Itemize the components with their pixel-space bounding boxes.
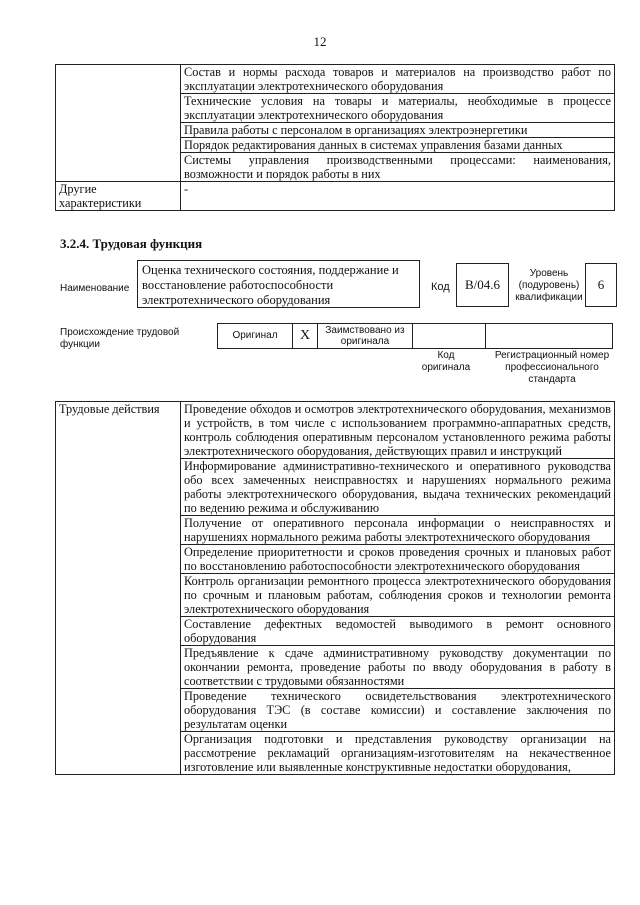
labour-actions-table (55, 401, 615, 775)
labour-action: Контроль организации ремонтного процесса электротехнического оборудования по срочным и плановым работам, соблюдения сроков и технологии ремонта электротехнического оборудования (181, 574, 615, 617)
labour-action: Проведение обходов и осмотров электротехнического оборудования, механизмов и устройств, в том числе с использованием программно-аппаратных средств, контроль соблюдения оперативным персоналом установленного режима работы электротехнического оборудования, действующих правил и инструкций (181, 402, 615, 459)
labour-action: Получение от оперативного персонала информации о неисправностях и нарушениях нормального режима работы электротехнического оборудования (181, 516, 615, 545)
table-cell: Правила работы с персоналом в организациях электроэнергетики (181, 123, 615, 138)
labour-action: Организация подготовки и представления руководству организации на рассмотрение рекламаций организациям-изготовителям на некачественное изготовление или выявленные конструктивные недостатки оборудования, (181, 732, 615, 775)
code-original-caption: Код оригинала (421, 350, 471, 373)
level-value-box: 6 (585, 263, 617, 307)
other-characteristics-label: Другие характеристики (56, 182, 181, 211)
level-label: Уровень (подуровень) квалификации (515, 268, 583, 303)
function-name-box: Оценка технического состояния, поддержание и восстановление работоспособности электротехнического оборудования (137, 260, 420, 308)
table-cell: Системы управления производственными процессами: наименования, возможности и порядок работы в них (181, 153, 615, 182)
labour-action: Проведение технического освидетельствования электротехнического оборудования ТЭС (в составе комиссии) и составление заключения по результатам оценки (181, 689, 615, 732)
table-cell: Порядок редактирования данных в системах управления базами данных (181, 138, 615, 153)
table-cell: Технические условия на товары и материалы, необходимые в процессе эксплуатации электротехнического оборудования (181, 94, 615, 123)
empty-label-cell (56, 65, 181, 182)
origin-mark-cell: X (293, 324, 318, 349)
origin-original-cell: Оригинал (218, 324, 293, 349)
origin-code-cell (413, 324, 486, 349)
code-label: Код (431, 281, 450, 293)
registration-number-caption: Регистрационный номер профессионального стандарта (494, 350, 610, 385)
table-cell: Состав и нормы расхода товаров и материалов на производство работ по эксплуатации электротехнического оборудования (181, 65, 615, 94)
table-row (56, 182, 615, 211)
table-row (218, 324, 613, 349)
labour-action: Информирование административно-технического и оперативного руководства обо всех замеченных неисправностях и нарушениях нормального режима работы электротехнического оборудования, выдача технических рекомендаций по ведению режима и обслуживанию (181, 459, 615, 516)
labour-action: Предъявление к сдаче административному руководству документации по окончании ремонта, проведение работы по вводу оборудования в работу в соответствии с трудовыми обязанностями (181, 646, 615, 689)
section-title: 3.2.4. Трудовая функция (60, 236, 203, 251)
origin-table (217, 323, 613, 349)
page-number: 12 (313, 34, 327, 49)
knowledge-table (55, 64, 615, 211)
labour-action: Определение приоритетности и сроков проведения срочных и плановых работ по восстановлению работоспособности электротехнического оборудования (181, 545, 615, 574)
labour-action: Составление дефектных ведомостей выводимого в ремонт основного оборудования (181, 617, 615, 646)
code-value-box: B/04.6 (456, 263, 509, 307)
labour-actions-label: Трудовые действия (56, 402, 181, 775)
table-row (56, 402, 615, 459)
table-row (56, 65, 615, 94)
other-characteristics-value: - (181, 182, 615, 211)
origin-reg-cell (486, 324, 613, 349)
origin-borrowed-cell: Заимствовано из оригинала (318, 324, 413, 349)
name-label: Наименование (60, 283, 130, 294)
origin-label: Происхождение трудовой функции (60, 327, 180, 350)
